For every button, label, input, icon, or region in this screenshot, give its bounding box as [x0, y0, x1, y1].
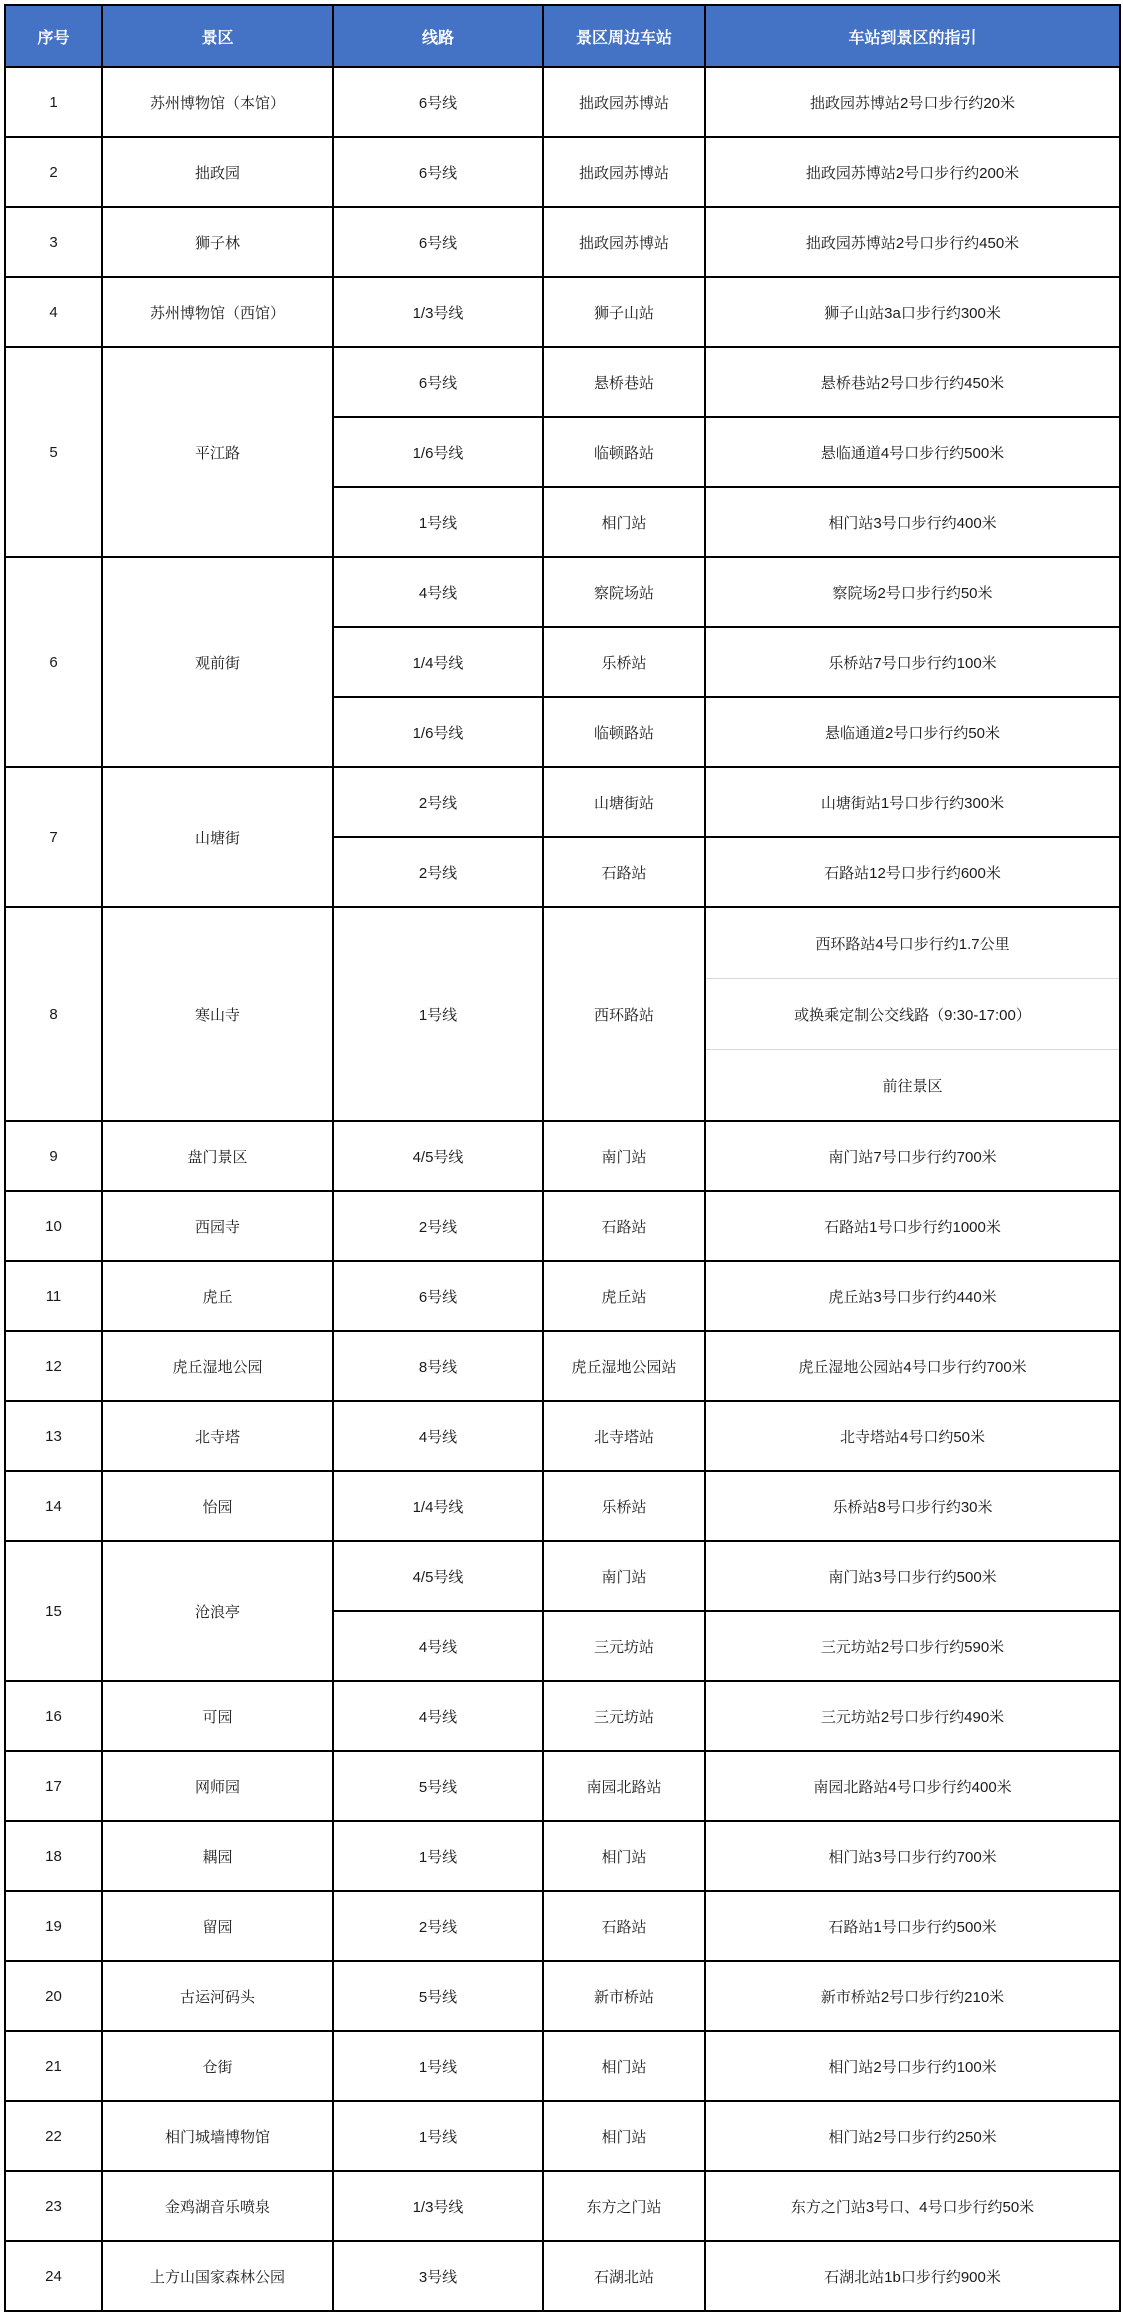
cell-station: 拙政园苏博站	[543, 67, 705, 137]
cell-area: 观前街	[102, 557, 333, 767]
cell-station: 相门站	[543, 2101, 705, 2171]
table-row	[5, 1191, 1120, 1261]
cell-no: 5	[5, 347, 102, 557]
cell-line: 6号线	[333, 137, 543, 207]
cell-station: 相门站	[543, 2031, 705, 2101]
cell-line: 4号线	[333, 1611, 543, 1681]
cell-line: 4/5号线	[333, 1541, 543, 1611]
cell-line: 6号线	[333, 347, 543, 417]
cell-no: 11	[5, 1261, 102, 1331]
cell-no: 14	[5, 1471, 102, 1541]
cell-station: 石路站	[543, 1191, 705, 1261]
cell-no: 24	[5, 2241, 102, 2311]
cell-line: 1/3号线	[333, 2171, 543, 2241]
header-no: 序号	[5, 5, 102, 67]
table-row	[5, 207, 1120, 277]
cell-no: 7	[5, 767, 102, 907]
cell-station: 察院场站	[543, 557, 705, 627]
cell-station: 拙政园苏博站	[543, 137, 705, 207]
cell-line: 3号线	[333, 2241, 543, 2311]
cell-area: 西园寺	[102, 1191, 333, 1261]
table-row	[5, 347, 1120, 417]
cell-line: 6号线	[333, 207, 543, 277]
cell-direction: 相门站2号口步行约250米	[705, 2101, 1120, 2171]
cell-direction: 东方之门站3号口、4号口步行约50米	[705, 2171, 1120, 2241]
table-row	[5, 1891, 1120, 1961]
cell-station: 临顿路站	[543, 697, 705, 767]
cell-station: 相门站	[543, 487, 705, 557]
cell-line: 4号线	[333, 557, 543, 627]
cell-station: 拙政园苏博站	[543, 207, 705, 277]
table-row	[5, 2031, 1120, 2101]
table-row	[5, 2171, 1120, 2241]
cell-no: 23	[5, 2171, 102, 2241]
cell-direction: 虎丘湿地公园站4号口步行约700米	[705, 1331, 1120, 1401]
cell-direction: 三元坊站2号口步行约490米	[705, 1681, 1120, 1751]
cell-line: 2号线	[333, 1891, 543, 1961]
table-row	[5, 767, 1120, 837]
cell-area: 北寺塔	[102, 1401, 333, 1471]
cell-line: 8号线	[333, 1331, 543, 1401]
cell-station: 相门站	[543, 1821, 705, 1891]
table-row	[5, 1471, 1120, 1541]
cell-line: 6号线	[333, 67, 543, 137]
table-row	[5, 1261, 1120, 1331]
cell-area: 寒山寺	[102, 907, 333, 1121]
table-row	[5, 557, 1120, 627]
cell-no: 6	[5, 557, 102, 767]
cell-direction: 乐桥站7号口步行约100米	[705, 627, 1120, 697]
cell-station: 乐桥站	[543, 1471, 705, 1541]
cell-direction: 南园北路站4号口步行约400米	[705, 1751, 1120, 1821]
cell-station: 悬桥巷站	[543, 347, 705, 417]
table-row	[5, 1331, 1120, 1401]
cell-direction: 拙政园苏博站2号口步行约450米	[705, 207, 1120, 277]
cell-direction: 三元坊站2号口步行约590米	[705, 1611, 1120, 1681]
cell-station: 西环路站	[543, 907, 705, 1121]
table-row	[5, 1541, 1120, 1611]
table-row	[5, 277, 1120, 347]
cell-line: 1号线	[333, 487, 543, 557]
cell-line: 2号线	[333, 767, 543, 837]
cell-line: 1/6号线	[333, 697, 543, 767]
cell-station: 石路站	[543, 1891, 705, 1961]
cell-area: 虎丘	[102, 1261, 333, 1331]
direction-line: 西环路站4号口步行约1.7公里	[815, 935, 1010, 953]
cell-line: 4号线	[333, 1681, 543, 1751]
cell-line: 2号线	[333, 837, 543, 907]
cell-area: 留园	[102, 1891, 333, 1961]
cell-area: 网师园	[102, 1751, 333, 1821]
table-row	[5, 1961, 1120, 2031]
cell-no: 1	[5, 67, 102, 137]
cell-direction: 南门站7号口步行约700米	[705, 1121, 1120, 1191]
cell-area: 狮子林	[102, 207, 333, 277]
cell-station: 石路站	[543, 837, 705, 907]
cell-direction: 北寺塔站4号口约50米	[705, 1401, 1120, 1471]
cell-no: 12	[5, 1331, 102, 1401]
table-row	[5, 907, 1120, 1121]
cell-direction: 相门站2号口步行约100米	[705, 2031, 1120, 2101]
cell-no: 20	[5, 1961, 102, 2031]
cell-station: 狮子山站	[543, 277, 705, 347]
cell-line: 1/4号线	[333, 627, 543, 697]
cell-line: 1号线	[333, 2101, 543, 2171]
cell-line: 6号线	[333, 1261, 543, 1331]
cell-station: 新市桥站	[543, 1961, 705, 2031]
direction-line: 或换乘定制公交线路（9:30-17:00）	[706, 978, 1119, 1049]
cell-area: 苏州博物馆（西馆）	[102, 277, 333, 347]
cell-area: 沧浪亭	[102, 1541, 333, 1681]
cell-station: 三元坊站	[543, 1681, 705, 1751]
cell-no: 13	[5, 1401, 102, 1471]
cell-station: 石湖北站	[543, 2241, 705, 2311]
cell-station: 东方之门站	[543, 2171, 705, 2241]
header-row	[5, 5, 1120, 67]
cell-direction: 悬临通道4号口步行约500米	[705, 417, 1120, 487]
cell-direction: 狮子山站3a口步行约300米	[705, 277, 1120, 347]
header-line: 线路	[333, 5, 543, 67]
cell-direction: 拙政园苏博站2号口步行约200米	[705, 137, 1120, 207]
cell-line: 5号线	[333, 1961, 543, 2031]
cell-area: 耦园	[102, 1821, 333, 1891]
table-row	[5, 2101, 1120, 2171]
cell-station: 南门站	[543, 1121, 705, 1191]
cell-no: 18	[5, 1821, 102, 1891]
cell-area: 怡园	[102, 1471, 333, 1541]
cell-direction: 乐桥站8号口步行约30米	[705, 1471, 1120, 1541]
cell-line: 1/3号线	[333, 277, 543, 347]
cell-no: 22	[5, 2101, 102, 2171]
table-row	[5, 67, 1120, 137]
cell-direction: 察院场2号口步行约50米	[705, 557, 1120, 627]
cell-station: 南园北路站	[543, 1751, 705, 1821]
cell-line: 1号线	[333, 1821, 543, 1891]
cell-area: 金鸡湖音乐喷泉	[102, 2171, 333, 2241]
header-direction: 车站到景区的指引	[705, 5, 1120, 67]
table-row	[5, 1121, 1120, 1191]
table-row	[5, 1681, 1120, 1751]
cell-direction: 石路站12号口步行约600米	[705, 837, 1120, 907]
cell-no: 4	[5, 277, 102, 347]
cell-line: 1/6号线	[333, 417, 543, 487]
cell-line: 4号线	[333, 1401, 543, 1471]
cell-no: 19	[5, 1891, 102, 1961]
cell-station: 虎丘站	[543, 1261, 705, 1331]
cell-direction: 南门站3号口步行约500米	[705, 1541, 1120, 1611]
cell-direction: 相门站3号口步行约700米	[705, 1821, 1120, 1891]
cell-station: 乐桥站	[543, 627, 705, 697]
cell-direction: 相门站3号口步行约400米	[705, 487, 1120, 557]
cell-station: 北寺塔站	[543, 1401, 705, 1471]
header-area: 景区	[102, 5, 333, 67]
cell-direction: 石路站1号口步行约500米	[705, 1891, 1120, 1961]
cell-area: 古运河码头	[102, 1961, 333, 2031]
header-station: 景区周边车站	[543, 5, 705, 67]
table-row	[5, 137, 1120, 207]
table-row	[5, 1821, 1120, 1891]
cell-line: 1/4号线	[333, 1471, 543, 1541]
cell-line: 1号线	[333, 2031, 543, 2101]
cell-area: 拙政园	[102, 137, 333, 207]
cell-station: 南门站	[543, 1541, 705, 1611]
cell-area: 山塘街	[102, 767, 333, 907]
cell-area: 上方山国家森林公园	[102, 2241, 333, 2311]
cell-area: 苏州博物馆（本馆）	[102, 67, 333, 137]
table-row	[5, 1751, 1120, 1821]
scenic-metro-table	[4, 4, 1121, 2312]
cell-no: 3	[5, 207, 102, 277]
cell-no: 17	[5, 1751, 102, 1821]
cell-direction	[705, 907, 1120, 1121]
cell-no: 16	[5, 1681, 102, 1751]
cell-no: 15	[5, 1541, 102, 1681]
cell-station: 临顿路站	[543, 417, 705, 487]
cell-station: 山塘街站	[543, 767, 705, 837]
cell-no: 8	[5, 907, 102, 1121]
table-row	[5, 1401, 1120, 1471]
cell-no: 2	[5, 137, 102, 207]
cell-direction: 悬临通道2号口步行约50米	[705, 697, 1120, 767]
table-row	[5, 2241, 1120, 2311]
cell-area: 可园	[102, 1681, 333, 1751]
cell-direction: 拙政园苏博站2号口步行约20米	[705, 67, 1120, 137]
cell-line: 2号线	[333, 1191, 543, 1261]
cell-no: 9	[5, 1121, 102, 1191]
cell-station: 虎丘湿地公园站	[543, 1331, 705, 1401]
cell-direction: 悬桥巷站2号口步行约450米	[705, 347, 1120, 417]
cell-line: 4/5号线	[333, 1121, 543, 1191]
cell-direction: 新市桥站2号口步行约210米	[705, 1961, 1120, 2031]
cell-area: 仓街	[102, 2031, 333, 2101]
cell-area: 虎丘湿地公园	[102, 1331, 333, 1401]
direction-line: 前往景区	[706, 1049, 1119, 1120]
cell-direction: 虎丘站3号口步行约440米	[705, 1261, 1120, 1331]
cell-direction: 石路站1号口步行约1000米	[705, 1191, 1120, 1261]
cell-no: 10	[5, 1191, 102, 1261]
cell-area: 平江路	[102, 347, 333, 557]
cell-area: 相门城墙博物馆	[102, 2101, 333, 2171]
cell-direction: 山塘街站1号口步行约300米	[705, 767, 1120, 837]
cell-line: 5号线	[333, 1751, 543, 1821]
cell-line: 1号线	[333, 907, 543, 1121]
cell-direction: 石湖北站1b口步行约900米	[705, 2241, 1120, 2311]
cell-area: 盘门景区	[102, 1121, 333, 1191]
cell-no: 21	[5, 2031, 102, 2101]
cell-station: 三元坊站	[543, 1611, 705, 1681]
